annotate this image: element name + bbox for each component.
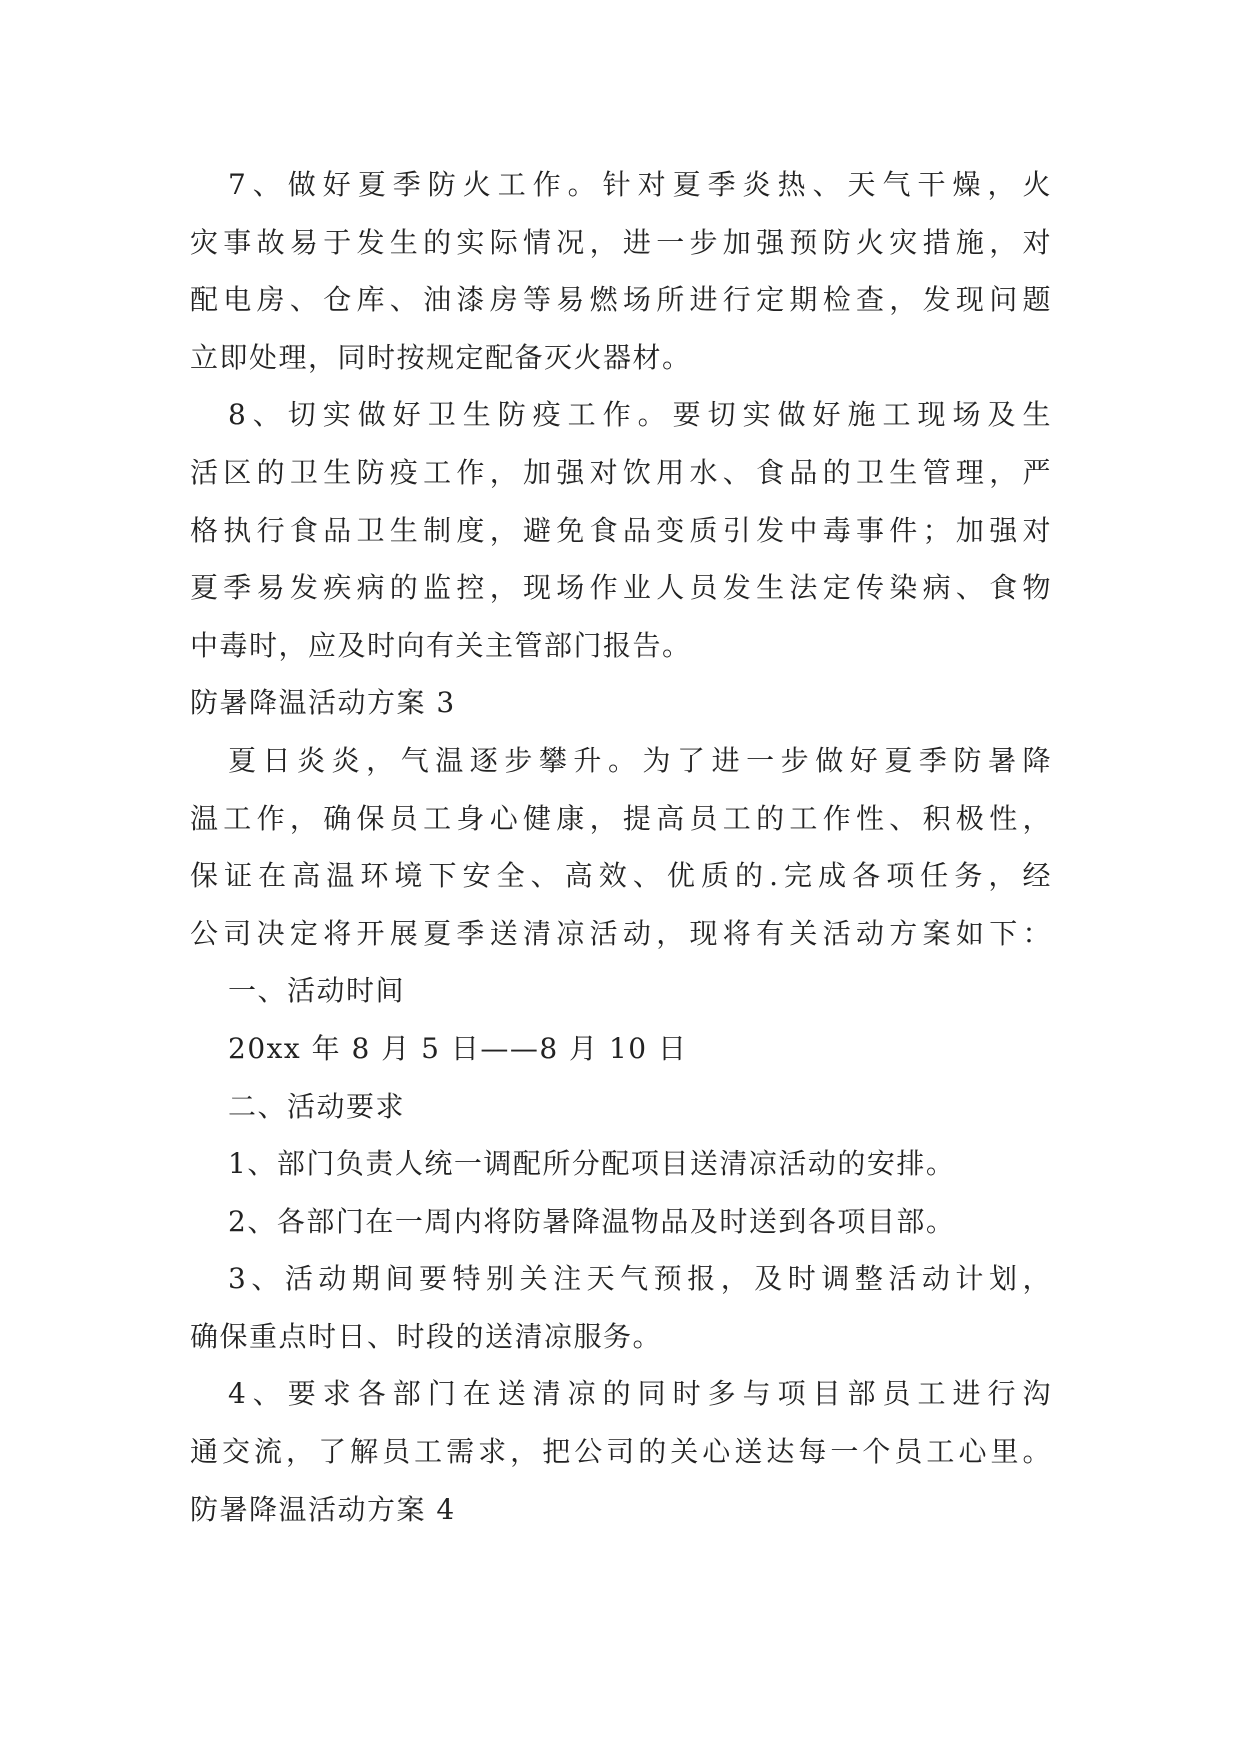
- subheading-activity-time: [190, 962, 1052, 1020]
- paragraph-intro: [190, 732, 1052, 962]
- paragraph-line: 夏季易发疾病的监控，现场作业人员发生法定传染病、食物: [190, 571, 1052, 605]
- paragraph-line: 保证在高温环境下安全、高效、优质的.完成各项任务，经: [190, 859, 1052, 893]
- paragraph-line: 2、各部门在一周内将防暑降温物品及时送到各项目部。: [228, 1204, 956, 1238]
- paragraph-line: 7、做好夏季防火工作。针对夏季炎热、天气干燥，火: [228, 168, 1052, 201]
- paragraph-line: 20xx 年 8 月 5 日——8 月 10 日: [228, 1031, 688, 1065]
- subheading-activity-requirements: [190, 1078, 1052, 1136]
- paragraph-date-range: [190, 1020, 1052, 1078]
- list-item-1: [190, 1135, 1052, 1193]
- paragraph-line: 确保重点时日、时段的送清凉服务。: [190, 1319, 663, 1353]
- paragraph-line: 通交流，了解员工需求，把公司的关心送达每一个员工心里。: [190, 1435, 1052, 1469]
- document-page: [190, 156, 1052, 1538]
- list-item-2: [190, 1193, 1052, 1251]
- subheading-line: 二、活动要求: [228, 1089, 406, 1123]
- heading-line: 防暑降温活动方案 3: [190, 686, 456, 720]
- section-heading: [190, 674, 1052, 732]
- subheading-line: 一、活动时间: [228, 974, 406, 1008]
- section-heading: [190, 1481, 1052, 1539]
- paragraph-line: 夏日炎炎，气温逐步攀升。为了进一步做好夏季防暑降: [228, 743, 1052, 777]
- paragraph-line: 配电房、仓库、油漆房等易燃场所进行定期检查，发现问题: [190, 283, 1052, 317]
- paragraph-line: 中毒时，应及时向有关主管部门报告。: [190, 628, 692, 662]
- paragraph-line: 格执行食品卫生制度，避免食品变质引发中毒事件；加强对: [190, 513, 1052, 547]
- paragraph-line: 灾事故易于发生的实际情况，进一步加强预防火灾措施，对: [190, 225, 1052, 259]
- paragraph-line: 立即处理，同时按规定配备灭火器材。: [190, 340, 692, 374]
- paragraph-line: 8、切实做好卫生防疫工作。要切实做好施工现场及生: [228, 398, 1052, 432]
- paragraph-line: 活区的卫生防疫工作，加强对饮用水、食品的卫生管理，严: [190, 455, 1052, 489]
- paragraph-line: 温工作，确保员工身心健康，提高员工的工作性、积极性，: [190, 801, 1052, 835]
- paragraph-fire-prevention: [190, 156, 1052, 386]
- list-item-4: [190, 1365, 1052, 1480]
- paragraph-epidemic-prevention: [190, 386, 1052, 674]
- paragraph-line: 公司决定将开展夏季送清凉活动，现将有关活动方案如下：: [190, 916, 1052, 950]
- paragraph-line: 1、部门负责人统一调配所分配项目送清凉活动的安排。: [228, 1147, 956, 1181]
- paragraph-line: 4、要求各部门在送清凉的同时多与项目部员工进行沟: [228, 1377, 1052, 1411]
- heading-line: 防暑降温活动方案 4: [190, 1492, 456, 1526]
- paragraph-line: 3、活动期间要特别关注天气预报，及时调整活动计划，: [228, 1262, 1052, 1296]
- list-item-3: [190, 1250, 1052, 1365]
